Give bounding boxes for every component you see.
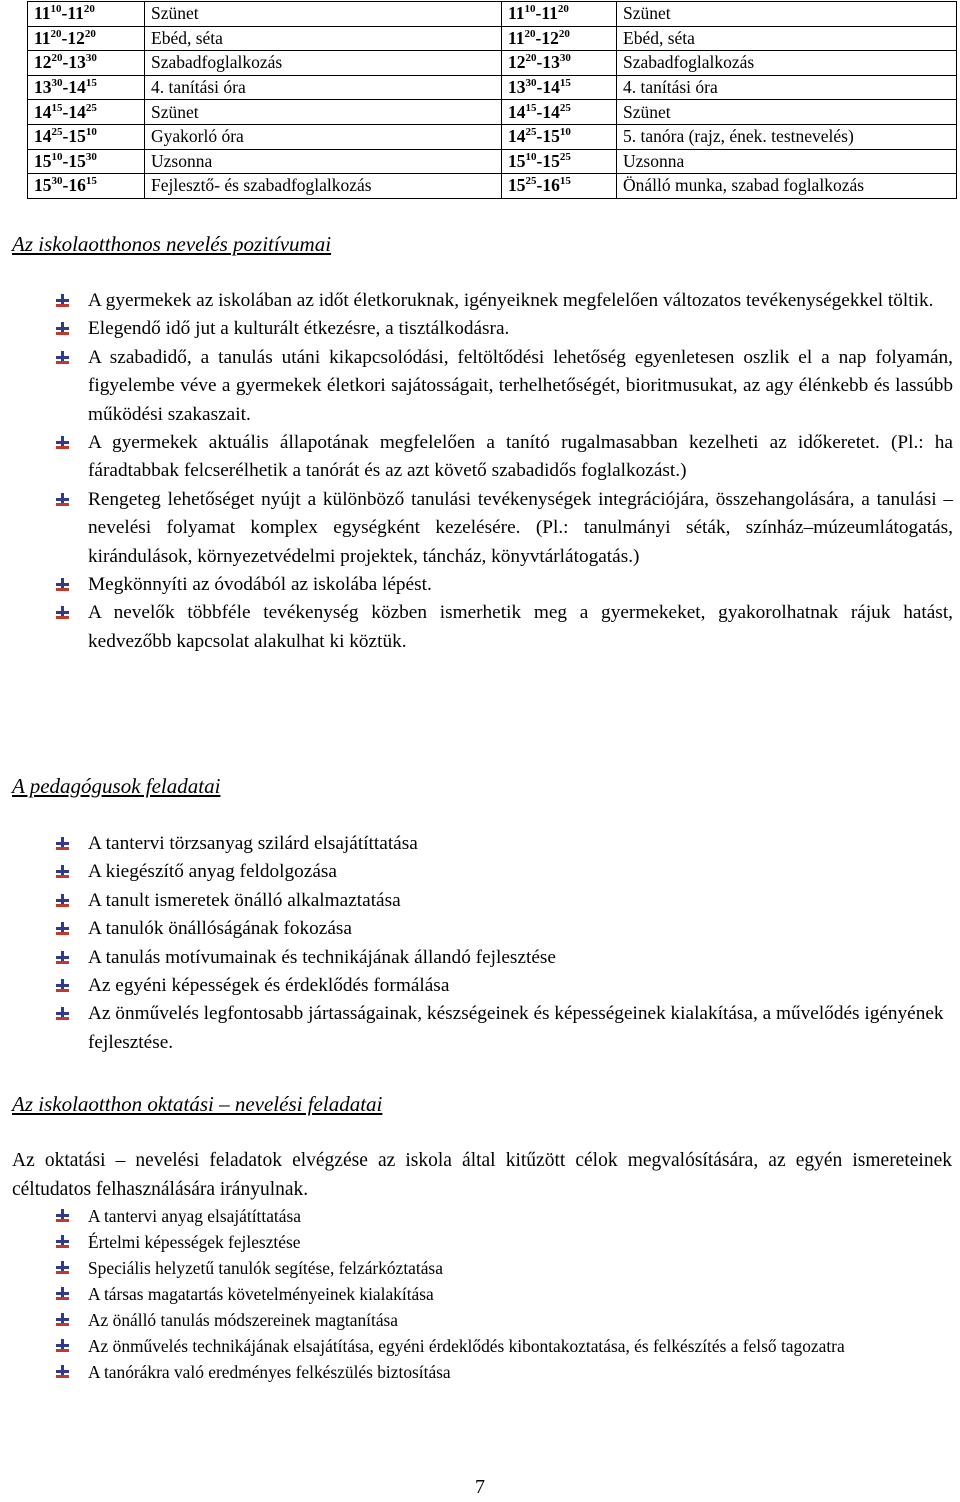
time-hour: 11 bbox=[67, 3, 84, 24]
time-minutes: 30 bbox=[559, 52, 571, 65]
list-item bbox=[53, 1203, 953, 1229]
time-cell bbox=[502, 51, 617, 76]
time-separator: - bbox=[536, 150, 543, 171]
time-hour: 15 bbox=[508, 175, 526, 196]
list-item-text: A tantervi anyag elsajátíttatása bbox=[88, 1206, 301, 1226]
time-minutes: 20 bbox=[51, 52, 63, 65]
activity-cell: Szabadfoglalkozás bbox=[145, 51, 502, 76]
time-hour: 14 bbox=[542, 101, 560, 122]
time-minutes: 20 bbox=[557, 3, 569, 16]
schedule-row bbox=[28, 149, 957, 174]
time-cell bbox=[28, 100, 145, 125]
time-minutes: 15 bbox=[559, 77, 571, 90]
list-item bbox=[53, 486, 953, 571]
list-item-text: A gyermekek az iskolában az időt életkoruknak, igényeiknek megfelelően változatos tevékenységekkel töltik. bbox=[88, 290, 934, 311]
activity-cell: Szünet bbox=[145, 100, 502, 125]
time-hour: 14 bbox=[508, 126, 526, 147]
list-item-text: Az önművelés technikájának elsajátítása, egyéni érdeklődés kibontakoztatása, és felkészítés a felső tagozatra bbox=[88, 1336, 845, 1356]
time-separator: - bbox=[536, 52, 543, 73]
schedule-row bbox=[28, 124, 957, 149]
time-minutes: 20 bbox=[84, 27, 96, 40]
time-hour: 12 bbox=[508, 52, 526, 73]
time-minutes: 25 bbox=[559, 150, 571, 163]
activity-cell: Szabadfoglalkozás bbox=[617, 51, 957, 76]
time-minutes: 25 bbox=[85, 101, 97, 114]
time-separator: - bbox=[536, 101, 543, 122]
list-item-text: Megkönnyíti az óvodából az iskolába lépést. bbox=[88, 574, 432, 596]
time-minutes: 30 bbox=[51, 175, 63, 188]
time-hour: 14 bbox=[34, 126, 52, 147]
time-cell bbox=[28, 124, 145, 149]
time-cell bbox=[502, 75, 617, 100]
time-cell bbox=[28, 2, 145, 27]
time-hour: 11 bbox=[508, 27, 525, 48]
time-minutes: 30 bbox=[85, 52, 97, 65]
time-cell bbox=[502, 174, 617, 199]
bullet-icon bbox=[56, 1209, 69, 1223]
bullet-icon bbox=[56, 922, 69, 936]
schedule-row bbox=[28, 100, 957, 125]
list-item bbox=[53, 1255, 953, 1281]
list-item-text: A tanulás motívumainak és technikájának állandó fejlesztése bbox=[88, 946, 556, 968]
list-item bbox=[53, 571, 953, 599]
time-separator: - bbox=[62, 126, 69, 147]
time-hour: 16 bbox=[68, 175, 86, 196]
time-hour: 14 bbox=[68, 101, 86, 122]
list-item bbox=[53, 887, 953, 915]
time-cell bbox=[502, 100, 617, 125]
time-minutes: 10 bbox=[85, 126, 97, 139]
time-minutes: 10 bbox=[51, 150, 63, 163]
list-item bbox=[53, 599, 953, 656]
time-cell bbox=[502, 26, 617, 51]
activity-cell: Gyakorló óra bbox=[145, 124, 502, 149]
teacher-tasks-list bbox=[53, 830, 953, 1057]
list-item-text: A tanórákra való eredményes felkészülés biztosítása bbox=[88, 1362, 451, 1382]
list-item-text: A tanulók önállóságának fokozása bbox=[88, 918, 352, 940]
time-cell bbox=[28, 75, 145, 100]
time-minutes: 30 bbox=[51, 77, 63, 90]
time-minutes: 25 bbox=[559, 101, 571, 114]
schedule-table bbox=[27, 1, 957, 199]
school-tasks-intro: Az oktatási – nevelési feladatok elvégzése az iskola által kitűzött célok megvalósítására, az egyén ismereteinek céltudatos felhasználására irányulnak. bbox=[12, 1150, 952, 1200]
list-item bbox=[53, 1229, 953, 1255]
time-separator: - bbox=[62, 101, 69, 122]
time-hour: 11 bbox=[34, 27, 51, 48]
section-heading-positives: Az iskolaotthonos nevelés pozitívumai bbox=[12, 232, 332, 256]
time-separator: - bbox=[61, 27, 68, 48]
time-hour: 11 bbox=[34, 3, 51, 24]
time-minutes: 20 bbox=[50, 27, 62, 40]
activity-cell: Szünet bbox=[617, 100, 957, 125]
list-item-text: A nevelők többféle tevékenység közben ismerhetik meg a gyermekeket, gyakorolhatnak rájuk hatást, kedvezőbb kapcsolat alakulhat ki köztük. bbox=[88, 602, 953, 652]
activity-cell: Szünet bbox=[145, 2, 502, 27]
list-item bbox=[53, 830, 953, 858]
time-hour: 11 bbox=[508, 3, 525, 24]
list-item bbox=[53, 287, 953, 315]
list-item-text: Az önművelés legfontosabb jártasságainak, készségeinek és képességeinek kialakítása, a művelődés igényének fejlesztése. bbox=[88, 1003, 944, 1053]
bullet-icon bbox=[56, 322, 69, 336]
time-cell bbox=[28, 51, 145, 76]
bullet-icon bbox=[56, 1313, 69, 1327]
bullet-icon bbox=[56, 1339, 69, 1353]
time-minutes: 10 bbox=[525, 150, 537, 163]
time-hour: 14 bbox=[68, 77, 86, 98]
bullet-icon bbox=[56, 606, 69, 620]
list-item-text: A szabadidő, a tanulás utáni kikapcsolódási, feltöltődési lehetőség egyenletesen oszlik el a nap folyamán, figyelembe véve a gyermekek életkori sajátosságait, terhelhetőségét, bioritmusukat, az agy élénkebb és lassúbb működési szakaszait. bbox=[88, 346, 953, 425]
positives-list bbox=[53, 287, 953, 656]
bullet-icon bbox=[56, 1007, 69, 1021]
bullet-icon bbox=[56, 351, 69, 365]
list-item bbox=[53, 972, 953, 1000]
time-minutes: 20 bbox=[83, 3, 95, 16]
time-hour: 13 bbox=[68, 52, 86, 73]
time-minutes: 30 bbox=[525, 77, 537, 90]
time-hour: 12 bbox=[67, 27, 85, 48]
time-minutes: 20 bbox=[524, 27, 536, 40]
bullet-icon bbox=[56, 1365, 69, 1379]
time-minutes: 20 bbox=[558, 27, 570, 40]
bullet-icon bbox=[56, 578, 69, 592]
time-hour: 15 bbox=[508, 150, 526, 171]
school-tasks-list bbox=[53, 1203, 953, 1385]
activity-cell: Uzsonna bbox=[617, 149, 957, 174]
list-item bbox=[53, 858, 953, 886]
bullet-icon bbox=[56, 837, 69, 851]
bullet-icon bbox=[56, 865, 69, 879]
schedule-row bbox=[28, 26, 957, 51]
time-hour: 14 bbox=[508, 101, 526, 122]
list-item bbox=[53, 315, 953, 343]
time-minutes: 20 bbox=[525, 52, 537, 65]
list-item bbox=[53, 944, 953, 972]
time-minutes: 15 bbox=[559, 175, 571, 188]
time-minutes: 25 bbox=[525, 175, 537, 188]
time-separator: - bbox=[61, 3, 68, 24]
time-minutes: 15 bbox=[85, 77, 97, 90]
list-item bbox=[53, 1359, 953, 1385]
time-hour: 12 bbox=[541, 27, 559, 48]
list-item bbox=[53, 1000, 953, 1057]
time-separator: - bbox=[62, 150, 69, 171]
time-minutes: 25 bbox=[525, 126, 537, 139]
list-item-text: Az egyéni képességek és érdeklődés formálása bbox=[88, 975, 450, 997]
bullet-icon bbox=[56, 1287, 69, 1301]
time-minutes: 10 bbox=[524, 3, 536, 16]
activity-cell: Ebéd, séta bbox=[145, 26, 502, 51]
section-heading-school-tasks: Az iskolaotthon oktatási – nevelési feladatai bbox=[12, 1092, 383, 1116]
time-hour: 15 bbox=[34, 150, 52, 171]
section-heading-teacher-tasks: A pedagógusok feladatai bbox=[12, 774, 221, 798]
page-number: 7 bbox=[475, 1476, 485, 1498]
time-minutes: 15 bbox=[51, 101, 63, 114]
activity-cell: 4. tanítási óra bbox=[145, 75, 502, 100]
time-hour: 16 bbox=[542, 175, 560, 196]
list-item-text: Rengeteg lehetőséget nyújt a különböző tanulási tevékenységek integrációjára, összehangolására, a tanulási – nevelési folyamat komplex egységként kezelésére. (Pl.: tanulmányi séták, színház–múzeumlátogatás, kirándulások, környezetvédelmi projektek, táncház, könyvtárlátogatás.) bbox=[88, 488, 953, 567]
time-minutes: 10 bbox=[559, 126, 571, 139]
list-item bbox=[53, 1333, 953, 1359]
activity-cell: 4. tanítási óra bbox=[617, 75, 957, 100]
activity-cell: Szünet bbox=[617, 2, 957, 27]
schedule-row bbox=[28, 75, 957, 100]
list-item-text: Értelmi képességek fejlesztése bbox=[88, 1232, 301, 1252]
list-item-text: A tantervi törzsanyag szilárd elsajátíttatása bbox=[88, 833, 418, 854]
time-cell bbox=[502, 2, 617, 27]
time-hour: 11 bbox=[541, 3, 558, 24]
list-item bbox=[53, 915, 953, 943]
bullet-icon bbox=[56, 493, 69, 507]
list-item bbox=[53, 1281, 953, 1307]
list-item-text: A kiegészítő anyag feldolgozása bbox=[88, 861, 337, 883]
bullet-icon bbox=[56, 1261, 69, 1275]
time-separator: - bbox=[62, 77, 69, 98]
time-hour: 15 bbox=[68, 150, 86, 171]
time-hour: 12 bbox=[34, 52, 52, 73]
time-minutes: 25 bbox=[51, 126, 63, 139]
time-hour: 15 bbox=[34, 175, 52, 196]
time-cell bbox=[28, 174, 145, 199]
time-hour: 13 bbox=[508, 77, 526, 98]
time-hour: 13 bbox=[34, 77, 52, 98]
time-separator: - bbox=[535, 3, 542, 24]
time-separator: - bbox=[62, 52, 69, 73]
time-minutes: 15 bbox=[85, 175, 97, 188]
list-item-text: Speciális helyzetű tanulók segítése, felzárkóztatása bbox=[88, 1258, 443, 1278]
bullet-icon bbox=[56, 951, 69, 965]
time-minutes: 15 bbox=[525, 101, 537, 114]
time-hour: 14 bbox=[542, 77, 560, 98]
list-item-text: A társas magatartás követelményeinek kialakítása bbox=[88, 1284, 434, 1304]
bullet-icon bbox=[56, 979, 69, 993]
list-item bbox=[53, 429, 953, 486]
activity-cell: Ebéd, séta bbox=[617, 26, 957, 51]
time-cell bbox=[28, 26, 145, 51]
schedule-row bbox=[28, 51, 957, 76]
time-separator: - bbox=[535, 27, 542, 48]
bullet-icon bbox=[56, 894, 69, 908]
time-hour: 15 bbox=[68, 126, 86, 147]
list-item bbox=[53, 344, 953, 429]
bullet-icon bbox=[56, 294, 69, 308]
time-minutes: 30 bbox=[85, 150, 97, 163]
time-minutes: 10 bbox=[50, 3, 62, 16]
time-cell bbox=[28, 149, 145, 174]
activity-cell: 5. tanóra (rajz, ének. testnevelés) bbox=[617, 124, 957, 149]
activity-cell: Fejlesztő- és szabadfoglalkozás bbox=[145, 174, 502, 199]
time-hour: 15 bbox=[542, 150, 560, 171]
list-item-text: Az önálló tanulás módszereinek magtanítása bbox=[88, 1310, 399, 1330]
bullet-icon bbox=[56, 1235, 69, 1249]
list-item-text: A gyermekek aktuális állapotának megfelelően a tanító rugalmasabban kezelheti az időkeretet. (Pl.: ha fáradtabbak felcserélhetik a tanórát és az azt követő szabadidős foglalkozást.) bbox=[88, 432, 953, 482]
list-item-text: A tanult ismeretek önálló alkalmaztatása bbox=[88, 889, 401, 911]
activity-cell: Önálló munka, szabad foglalkozás bbox=[617, 174, 957, 199]
time-separator: - bbox=[536, 175, 543, 196]
list-item-text: Elegendő idő jut a kulturált étkezésre, a tisztálkodásra. bbox=[88, 318, 510, 340]
time-hour: 14 bbox=[34, 101, 52, 122]
time-separator: - bbox=[536, 77, 543, 98]
time-separator: - bbox=[62, 175, 69, 196]
schedule-row bbox=[28, 174, 957, 199]
list-item bbox=[53, 1307, 953, 1333]
activity-cell: Uzsonna bbox=[145, 149, 502, 174]
time-hour: 15 bbox=[542, 126, 560, 147]
bullet-icon bbox=[56, 436, 69, 450]
time-separator: - bbox=[536, 126, 543, 147]
time-cell bbox=[502, 149, 617, 174]
time-cell bbox=[502, 124, 617, 149]
schedule-row bbox=[28, 2, 957, 27]
time-hour: 13 bbox=[542, 52, 560, 73]
